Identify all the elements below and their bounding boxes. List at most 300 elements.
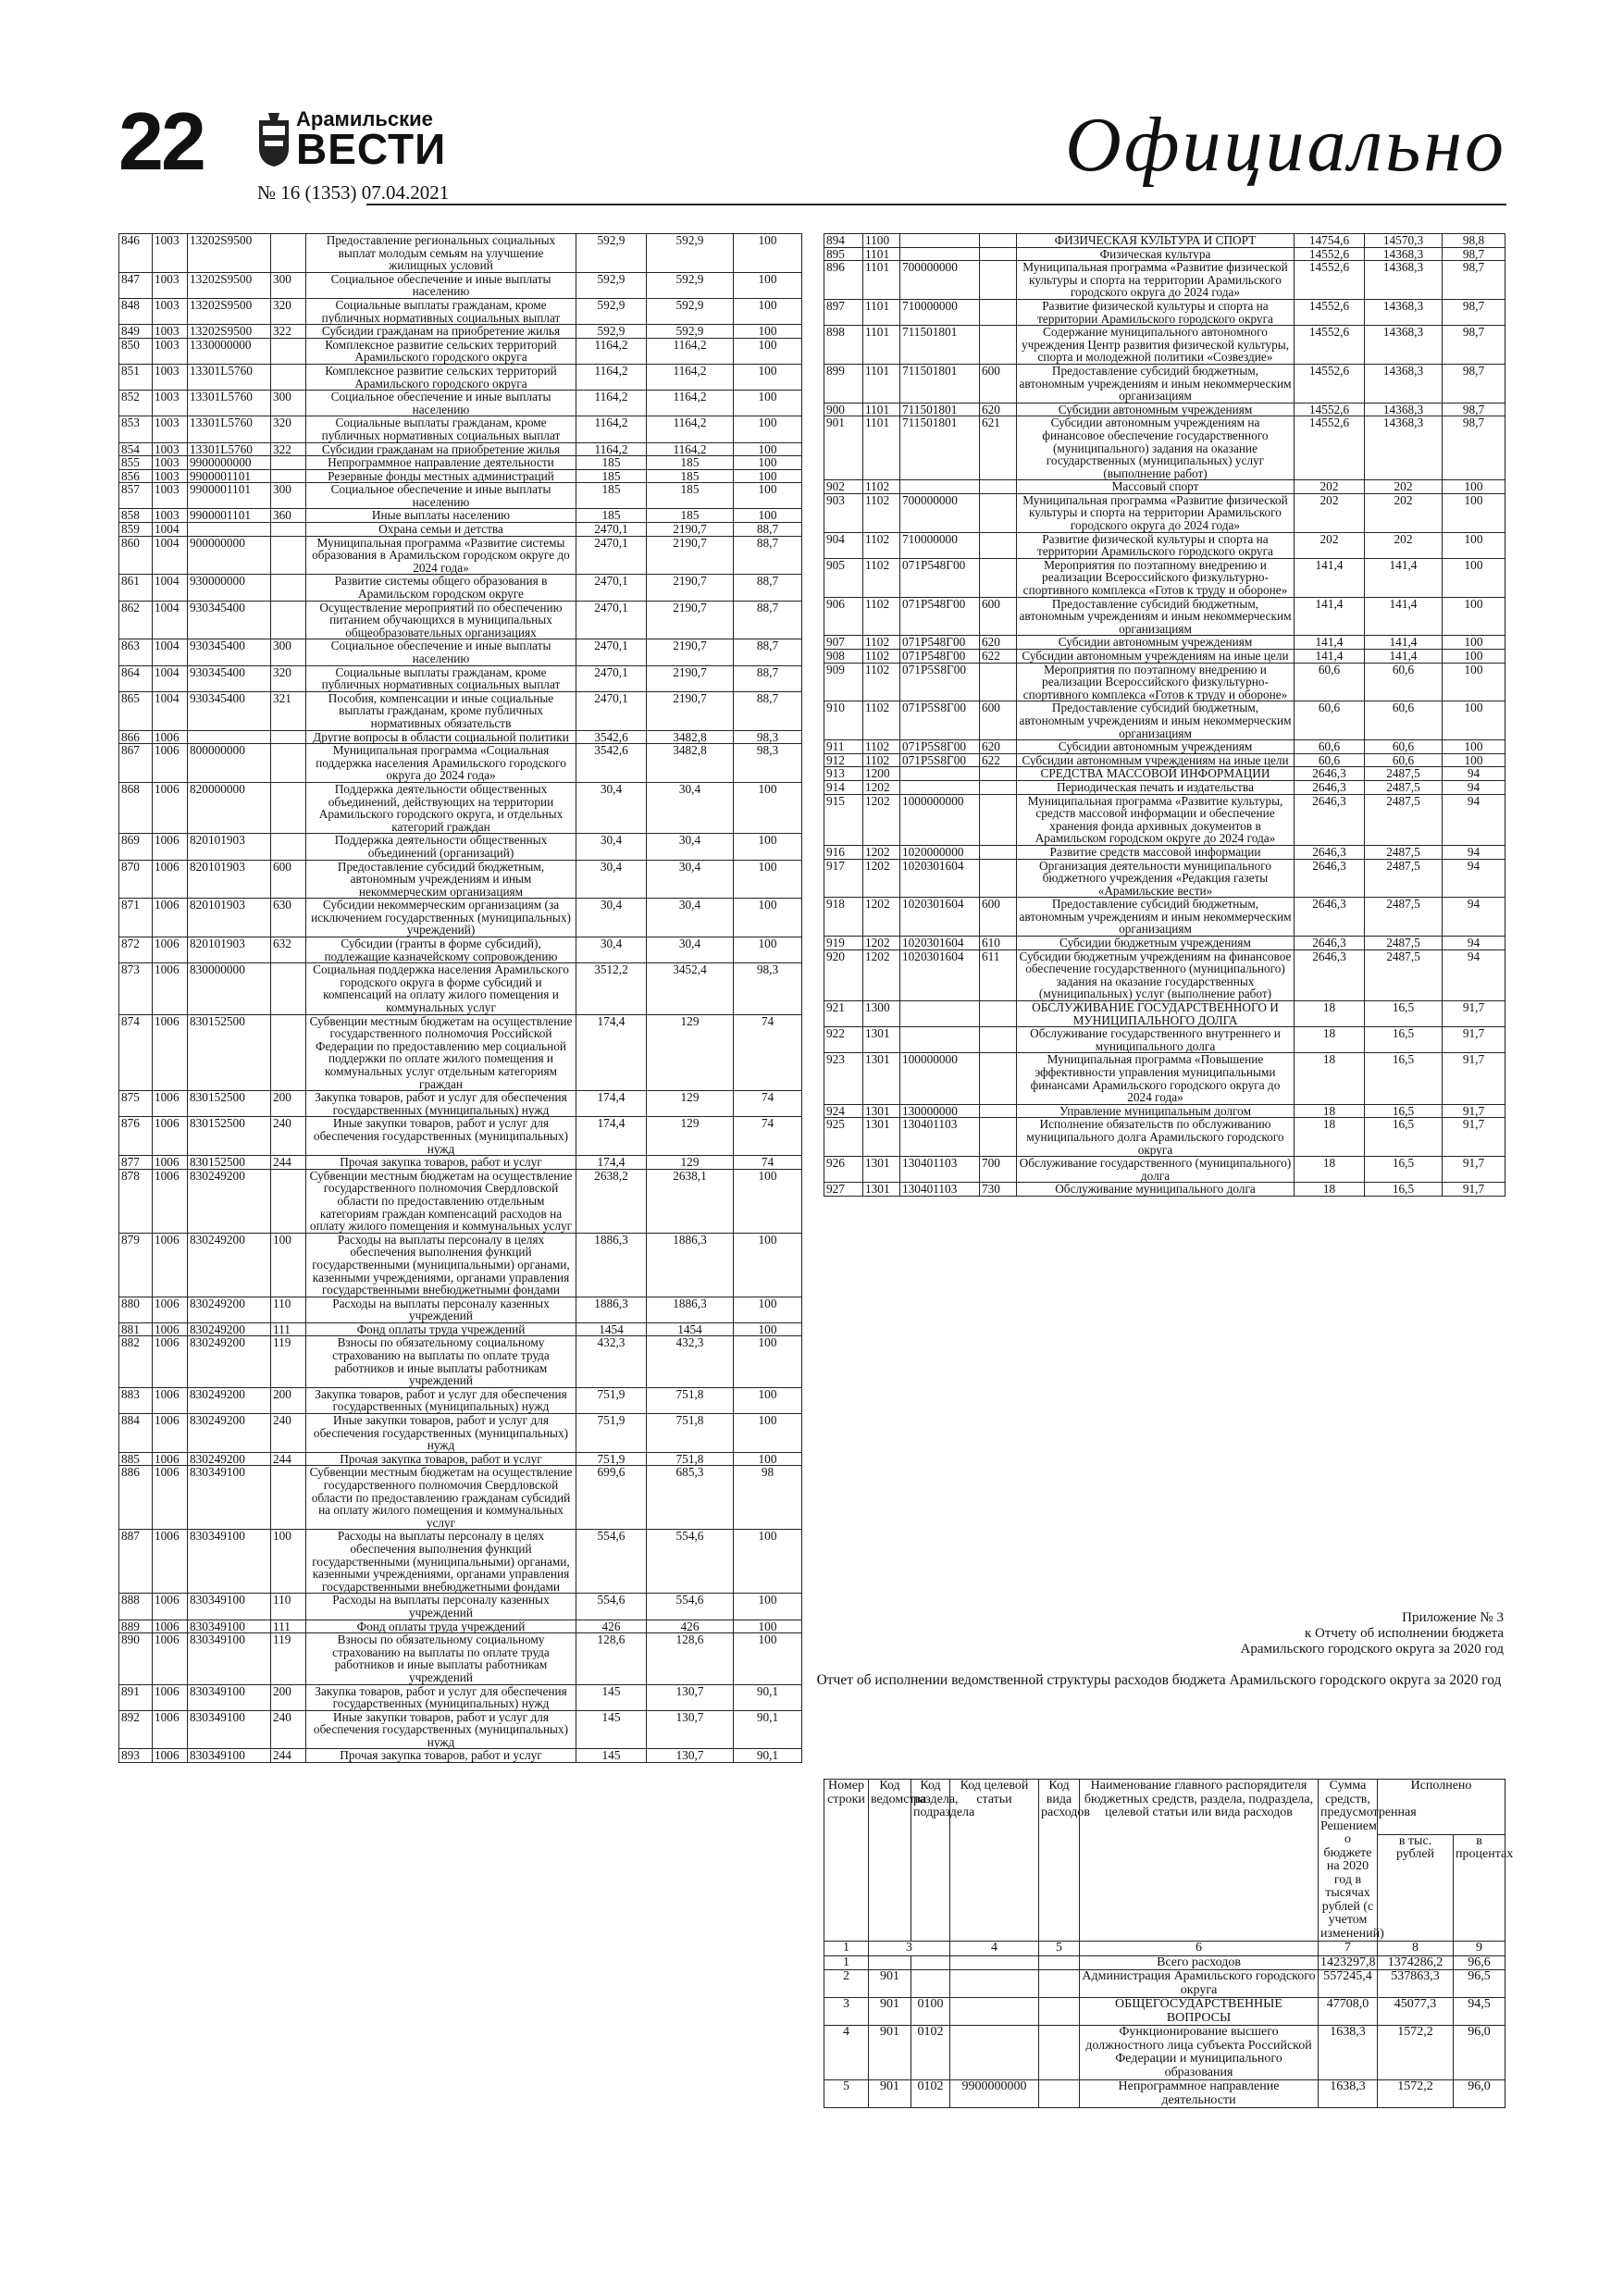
cell-expense-type: [271, 782, 306, 833]
cell-executed: 130,7: [647, 1684, 734, 1710]
cell-name: Обслуживание государственного (муниципального) долга: [1017, 1157, 1295, 1183]
cell-plan: 14552,6: [1295, 247, 1365, 261]
table-row: [824, 859, 1505, 898]
cell-target-code: 830249200: [188, 1414, 271, 1453]
cell-section: 1202: [863, 845, 900, 859]
cell-executed: 129: [647, 1091, 734, 1117]
cell-executed: 14368,3: [1365, 247, 1443, 261]
cell-expense-type: 240: [271, 1710, 306, 1749]
cell-name: Субсидии автономным учреждениям: [1017, 740, 1295, 754]
cell-name: Обслуживание государственного внутреннего и муниципального долга: [1017, 1027, 1295, 1053]
cell-percent: 88,7: [734, 691, 802, 730]
table-row: [824, 299, 1505, 325]
cell-plan: 30,4: [576, 782, 647, 833]
cell-percent: 94: [1443, 898, 1505, 937]
cell-plan: 2470,1: [576, 601, 647, 639]
right-table-body: [824, 234, 1505, 1197]
cell-expense-type: 100: [271, 1233, 306, 1297]
cell-target-code: 1020301604: [900, 859, 980, 898]
cell-expense-type: [271, 1014, 306, 1091]
cell-percent: 100: [734, 1169, 802, 1233]
cell-section: 1006: [153, 937, 188, 963]
cell-section: 1003: [153, 325, 188, 339]
cell-executed: 60,6: [1365, 753, 1443, 767]
cell-row-number: 867: [119, 744, 153, 783]
cell-plan: 14552,6: [1295, 261, 1365, 300]
cell-name: Развитие физической культуры и спорта на территории Арамильского городского округа: [1017, 532, 1295, 558]
table-row: [119, 730, 802, 744]
cell-target-code: 820101903: [188, 937, 271, 963]
cell-target-code: 071P5S8Г00: [900, 663, 980, 701]
cell-plan: 3542,6: [576, 730, 647, 744]
header-rule: [366, 204, 1506, 205]
cell-executed: 432,3: [647, 1336, 734, 1387]
header-executed: Исполнено: [1378, 1780, 1505, 1835]
cell-executed: 2487,5: [1365, 859, 1443, 898]
cell-percent: 88,7: [734, 665, 802, 691]
cell-expense-type: [271, 469, 306, 483]
cell-percent: 100: [734, 1633, 802, 1684]
cell-target-code: 830249200: [188, 1387, 271, 1413]
cell-plan: 751,9: [576, 1452, 647, 1466]
cell-target-code: [900, 780, 980, 794]
cell-row-number: 895: [824, 247, 863, 261]
appendix-note: [814, 1610, 1504, 1657]
cell-expense-type: [980, 1027, 1017, 1053]
appendix-line-2: к Отчету об исполнении бюджета: [1304, 1626, 1504, 1641]
cell-target-code: 13202S9500: [188, 325, 271, 339]
header-planned-sum: Сумма средств, предусмотренная Решением о бюджете на 2020 год в тысячах рублей (с учетом изменений): [1319, 1780, 1378, 1942]
cell-section: 1100: [863, 234, 900, 248]
cell-plan: 174,4: [576, 1156, 647, 1170]
cell-row-number: 925: [824, 1118, 863, 1157]
cell-expense-type: [271, 536, 306, 575]
cell-row-number: 860: [119, 536, 153, 575]
cell-name: Взносы по обязательному социальному страхованию на выплаты по оплате труда работников и иные выплаты работникам учреждений: [306, 1336, 576, 1387]
cell-row-number: 871: [119, 899, 153, 937]
cell-expense-type: 111: [271, 1322, 306, 1336]
cell-name: Муниципальная программа «Развитие системы образования в Арамильском городском округе до 2024 года»: [306, 536, 576, 575]
cell-percent: 94: [1443, 937, 1505, 950]
table-row: [119, 1297, 802, 1322]
cell-section: 1006: [153, 1233, 188, 1297]
cell-percent: 74: [734, 1014, 802, 1091]
cell-name: Субсидии автономным учреждениям на иные цели: [1017, 753, 1295, 767]
cell-percent: 74: [734, 1091, 802, 1117]
cell-section: 1006: [153, 1594, 188, 1620]
table-row: [119, 937, 802, 963]
cell-target-code: [188, 523, 271, 537]
cell-row-number: 903: [824, 493, 863, 532]
cell-plan: 2646,3: [1295, 780, 1365, 794]
cell-row-number: 859: [119, 523, 153, 537]
cell-row-number: 902: [824, 480, 863, 494]
cell-row-number: 853: [119, 416, 153, 442]
cell-expense-type: 321: [271, 691, 306, 730]
cell-row-number: 881: [119, 1322, 153, 1336]
cell-target-code: 700000000: [900, 261, 980, 300]
cell-percent: 100: [734, 860, 802, 899]
cell-percent: 100: [734, 899, 802, 937]
cell-target-code: [900, 1001, 980, 1027]
cell-percent: 100: [734, 364, 802, 390]
cell-plan: 3542,6: [576, 744, 647, 783]
cell-row-number: 915: [824, 794, 863, 845]
cell-name: Предоставление субсидий бюджетным, автономным учреждениям и иным некоммерческим организациям: [1017, 364, 1295, 403]
cell-executed: 1164,2: [647, 416, 734, 442]
cell-name: Функционирование высшего должностного лица субъекта Российской Федерации и муниципального образования: [1080, 2026, 1319, 2080]
table-row: [824, 403, 1505, 416]
cell-row-number: 886: [119, 1466, 153, 1530]
report-title: Отчет об исполнении ведомственной структуры расходов бюджета Арамильского городского округа за 2020 год: [816, 1672, 1502, 1688]
cell-name: Пособия, компенсации и иные социальные выплаты гражданам, кроме публичных нормативных обязательств: [306, 691, 576, 730]
cell-percent: 96,0: [1454, 2080, 1505, 2108]
cell-executed: 1164,2: [647, 364, 734, 390]
cell-name: Комплексное развитие сельских территорий Арамильского городского округа: [306, 338, 576, 364]
cell-name: Предоставление субсидий бюджетным, автономным учреждениям и иным некоммерческим организациям: [306, 860, 576, 899]
cell-expense-type: 632: [271, 937, 306, 963]
cell-executed: 2487,5: [1365, 898, 1443, 937]
cell-expense-type: 600: [271, 860, 306, 899]
cell-name: Закупка товаров, работ и услуг для обеспечения государственных (муниципальных) нужд: [306, 1091, 576, 1117]
right-budget-table: [824, 233, 1505, 1197]
cell-target-code: [950, 2026, 1039, 2080]
cell-expense-type: 244: [271, 1749, 306, 1763]
cell-percent: 98,7: [1443, 416, 1505, 480]
cell-executed: 14570,3: [1365, 234, 1443, 248]
cell-row-number: 919: [824, 937, 863, 950]
cell-executed: 30,4: [647, 782, 734, 833]
cell-section: 1202: [863, 898, 900, 937]
cell-expense-type: 110: [271, 1297, 306, 1322]
cell-executed: 751,8: [647, 1452, 734, 1466]
cell-expense-type: [1039, 2080, 1080, 2108]
cell-expense-type: 600: [980, 701, 1017, 740]
cell-expense-type: 110: [271, 1594, 306, 1620]
cell-name: Расходы на выплаты персоналу в целях обеспечения выполнения функций государственными (муниципальными) органами, казенными учреждениями, органами управления государственными внебюджетными фондами: [306, 1530, 576, 1594]
table-row: [824, 532, 1505, 558]
cell-section: 1006: [153, 1530, 188, 1594]
cell-row-number: 847: [119, 272, 153, 298]
cell-section: 1006: [153, 1117, 188, 1156]
cell-name: ФИЗИЧЕСКАЯ КУЛЬТУРА И СПОРТ: [1017, 234, 1295, 248]
cell-plan: 185: [576, 509, 647, 523]
cell-section: 1102: [863, 532, 900, 558]
cell-name: Осуществление мероприятий по обеспечению питанием обучающихся в муниципальных общеобразовательных организациях: [306, 601, 576, 639]
cell-target-code: 820101903: [188, 860, 271, 899]
cell-section: 1301: [863, 1157, 900, 1183]
cell-expense-type: 119: [271, 1336, 306, 1387]
cell-expense-type: 621: [980, 416, 1017, 480]
cell-executed: 1164,2: [647, 338, 734, 364]
cell-percent: 100: [734, 1530, 802, 1594]
cell-row-number: 878: [119, 1169, 153, 1233]
cell-section: 1101: [863, 261, 900, 300]
cell-name: Субсидии (гранты в форме субсидий), подлежащие казначейскому сопровождению: [306, 937, 576, 963]
table-row: [824, 794, 1505, 845]
cell-percent: 98,7: [1443, 261, 1505, 300]
cell-section: 1102: [863, 753, 900, 767]
cell-plan: 2646,3: [1295, 859, 1365, 898]
cell-section: 1003: [153, 338, 188, 364]
cell-percent: 90,1: [734, 1749, 802, 1763]
cell-expense-type: [980, 794, 1017, 845]
cell-percent: 100: [1443, 740, 1505, 754]
cell-executed: 14368,3: [1365, 326, 1443, 365]
cell-expense-type: 322: [271, 325, 306, 339]
cell-plan: 60,6: [1295, 753, 1365, 767]
cell-executed: 592,9: [647, 298, 734, 324]
table-row: [824, 1183, 1505, 1197]
cell-executed: 2487,5: [1365, 794, 1443, 845]
cell-percent: 91,7: [1443, 1118, 1505, 1157]
table-row: [119, 364, 802, 390]
cell-expense-type: 620: [980, 403, 1017, 416]
cell-plan: 141,4: [1295, 597, 1365, 636]
cell-expense-type: [980, 299, 1017, 325]
cell-expense-type: 320: [271, 298, 306, 324]
cell-target-code: 710000000: [900, 532, 980, 558]
cell-row-number: 872: [119, 937, 153, 963]
header-executed-rub: в тыс. рублей: [1378, 1834, 1454, 1941]
cell-executed: 60,6: [1365, 701, 1443, 740]
cell-plan: 1638,3: [1319, 2026, 1378, 2080]
table-row: [119, 536, 802, 575]
cell-percent: 100: [1443, 636, 1505, 650]
city-emblem-icon: [255, 113, 292, 168]
cell-plan: 1638,3: [1319, 2080, 1378, 2108]
cell-percent: 94: [1443, 780, 1505, 794]
cell-name: Социальные выплаты гражданам, кроме публичных нормативных социальных выплат: [306, 665, 576, 691]
cell-row-number: 926: [824, 1157, 863, 1183]
cell-department: 901: [869, 2026, 911, 2080]
cell-executed: 685,3: [647, 1466, 734, 1530]
cell-expense-type: [980, 493, 1017, 532]
cell-percent: 100: [734, 442, 802, 456]
cell-section: 1003: [153, 416, 188, 442]
table-row: [824, 2080, 1505, 2108]
cell-expense-type: 600: [980, 898, 1017, 937]
cell-target-code: 071P5S8Г00: [900, 753, 980, 767]
cell-row-number: 890: [119, 1633, 153, 1684]
cell-target-code: 13202S9500: [188, 272, 271, 298]
table-row: [119, 963, 802, 1014]
header-section-code: Код раздела, подраздела: [911, 1780, 950, 1942]
cell-plan: 557245,4: [1319, 1970, 1378, 1998]
cell-row-number: 854: [119, 442, 153, 456]
table-row: [119, 391, 802, 416]
cell-expense-type: 700: [980, 1157, 1017, 1183]
cell-row-number: 879: [119, 1233, 153, 1297]
cell-plan: 18: [1295, 1157, 1365, 1183]
cell-section: 1003: [153, 442, 188, 456]
cell-section: 1006: [153, 860, 188, 899]
cell-executed: 2190,7: [647, 523, 734, 537]
cell-expense-type: [271, 364, 306, 390]
cell-section: 1006: [153, 1387, 188, 1413]
table-row: [119, 1620, 802, 1633]
table-row: [119, 834, 802, 860]
cell-target-code: 711501801: [900, 326, 980, 365]
cell-target-code: 130401103: [900, 1118, 980, 1157]
cell-row-number: 4: [824, 2026, 869, 2080]
cell-target-code: [900, 1027, 980, 1053]
cell-executed: 1572,2: [1378, 2026, 1454, 2080]
cell-percent: 94: [1443, 794, 1505, 845]
cell-percent: 100: [734, 234, 802, 273]
cell-name: Субвенции местным бюджетам на осуществление государственного полномочия Свердловской области по предоставлению отдельным категориям граждан компенсаций расходов на оплату жилого помещения и коммунальных услуг: [306, 1169, 576, 1233]
cell-name: Социальные выплаты гражданам, кроме публичных нормативных социальных выплат: [306, 416, 576, 442]
cell-section: 1300: [863, 1001, 900, 1027]
cell-executed: 202: [1365, 493, 1443, 532]
table-row: [119, 1530, 802, 1594]
cell-plan: 1164,2: [576, 364, 647, 390]
cell-plan: 18: [1295, 1001, 1365, 1027]
cell-expense-type: 111: [271, 1620, 306, 1633]
cell-executed: 3482,8: [647, 744, 734, 783]
cell-section: 1006: [153, 1297, 188, 1322]
cell-plan: 60,6: [1295, 701, 1365, 740]
cell-section: 1301: [863, 1027, 900, 1053]
cell-executed: 14368,3: [1365, 261, 1443, 300]
cell-target-code: 820101903: [188, 834, 271, 860]
cell-expense-type: [1039, 1998, 1080, 2026]
cell-executed: 3482,8: [647, 730, 734, 744]
cell-percent: 91,7: [1443, 1001, 1505, 1027]
cell-section: 1301: [863, 1118, 900, 1157]
cell-executed: 130,7: [647, 1710, 734, 1749]
cell-target-code: 830152500: [188, 1014, 271, 1091]
cell-target-code: 820000000: [188, 782, 271, 833]
cell-plan: 3512,2: [576, 963, 647, 1014]
cell-executed: 554,6: [647, 1594, 734, 1620]
cell-target-code: [950, 1955, 1039, 1970]
cell-expense-type: [271, 1466, 306, 1530]
cell-target-code: 071P548Г00: [900, 558, 980, 597]
cell-executed: 592,9: [647, 272, 734, 298]
cell-percent: 100: [734, 1322, 802, 1336]
cell-row-number: 918: [824, 898, 863, 937]
cell-name: Социальное обеспечение и иные выплаты населению: [306, 483, 576, 509]
cell-executed: 16,5: [1365, 1053, 1443, 1104]
cell-percent: 94: [1443, 949, 1505, 1000]
cell-section: 1006: [153, 1336, 188, 1387]
table-row: [119, 338, 802, 364]
cell-target-code: 1020301604: [900, 937, 980, 950]
cell-percent: 74: [734, 1156, 802, 1170]
cell-executed: 16,5: [1365, 1157, 1443, 1183]
colnum-7: 7: [1319, 1942, 1378, 1956]
cell-plan: 30,4: [576, 899, 647, 937]
cell-row-number: 893: [119, 1749, 153, 1763]
cell-row-number: 880: [119, 1297, 153, 1322]
cell-executed: 2487,5: [1365, 767, 1443, 781]
table-row: [119, 575, 802, 601]
cell-plan: 1886,3: [576, 1297, 647, 1322]
cell-expense-type: 300: [271, 483, 306, 509]
cell-name: Предоставление субсидий бюджетным, автономным учреждениям и иным некоммерческим организациям: [1017, 597, 1295, 636]
cell-name: Социальное обеспечение и иные выплаты населению: [306, 272, 576, 298]
cell-name: Иные закупки товаров, работ и услуг для обеспечения государственных (муниципальных) нужд: [306, 1710, 576, 1749]
cell-name: Исполнение обязательств по обслуживанию муниципального долга Арамильского городского округа: [1017, 1118, 1295, 1157]
cell-executed: 2190,7: [647, 665, 734, 691]
cell-executed: 30,4: [647, 834, 734, 860]
cell-row-number: 901: [824, 416, 863, 480]
cell-expense-type: 200: [271, 1091, 306, 1117]
cell-executed: 2487,5: [1365, 937, 1443, 950]
cell-name: Субсидии бюджетным учреждениям: [1017, 937, 1295, 950]
table-row: [119, 325, 802, 339]
header-executed-pct: в процентах: [1454, 1834, 1505, 1941]
cell-executed: 16,5: [1365, 1027, 1443, 1053]
cell-expense-type: 320: [271, 416, 306, 442]
table-row: [119, 744, 802, 783]
cell-percent: 98,7: [1443, 403, 1505, 416]
cell-plan: 145: [576, 1749, 647, 1763]
cell-row-number: 894: [824, 234, 863, 248]
table-row: [119, 469, 802, 483]
cell-name: Расходы на выплаты персоналу казенных учреждений: [306, 1297, 576, 1322]
cell-name: Администрация Арамильского городского округа: [1080, 1970, 1319, 1998]
cell-department: [869, 1955, 911, 1970]
cell-section: 1006: [153, 1620, 188, 1633]
cell-section: 1006: [153, 1156, 188, 1170]
cell-row-number: 875: [119, 1091, 153, 1117]
cell-target-code: 071P5S8Г00: [900, 701, 980, 740]
table-row: [119, 509, 802, 523]
cell-executed: 185: [647, 483, 734, 509]
cell-plan: 185: [576, 483, 647, 509]
cell-expense-type: [980, 1118, 1017, 1157]
colnum-9: 9: [1454, 1942, 1505, 1956]
cell-name: Закупка товаров, работ и услуг для обеспечения государственных (муниципальных) нужд: [306, 1387, 576, 1413]
cell-executed: 3452,4: [647, 963, 734, 1014]
table-row: [824, 493, 1505, 532]
cell-target-code: 1020301604: [900, 898, 980, 937]
cell-target-code: 900000000: [188, 536, 271, 575]
column-number-row: [824, 1942, 1505, 1956]
cell-name: Расходы на выплаты персоналу казенных учреждений: [306, 1594, 576, 1620]
cell-percent: 88,7: [734, 601, 802, 639]
cell-section: 1006: [153, 1466, 188, 1530]
cell-target-code: 930345400: [188, 665, 271, 691]
left-table-body: [119, 234, 802, 1763]
cell-section: 1006: [153, 744, 188, 783]
cell-percent: 100: [734, 1297, 802, 1322]
cell-name: СРЕДСТВА МАССОВОЙ ИНФОРМАЦИИ: [1017, 767, 1295, 781]
cell-section: 1006: [153, 1169, 188, 1233]
cell-expense-type: 240: [271, 1414, 306, 1453]
cell-percent: 100: [734, 298, 802, 324]
cell-plan: 2470,1: [576, 639, 647, 665]
cell-percent: 100: [734, 1452, 802, 1466]
cell-target-code: 830000000: [188, 963, 271, 1014]
cell-row-number: 3: [824, 1998, 869, 2026]
cell-target-code: 930345400: [188, 601, 271, 639]
cell-expense-type: [980, 663, 1017, 701]
cell-percent: 100: [734, 469, 802, 483]
table-row: [119, 1414, 802, 1453]
cell-department: 901: [869, 1998, 911, 2026]
cell-name: Социальное обеспечение и иные выплаты населению: [306, 391, 576, 416]
cell-plan: 2638,2: [576, 1169, 647, 1233]
cell-name: Поддержка деятельности общественных объединений, действующих на территории Арамильского городского округа, и отдельных категорий граждан: [306, 782, 576, 833]
table-row: [824, 2026, 1505, 2080]
cell-executed: 129: [647, 1014, 734, 1091]
cell-target-code: 830349100: [188, 1633, 271, 1684]
cell-percent: 100: [734, 834, 802, 860]
cell-section: 1202: [863, 780, 900, 794]
